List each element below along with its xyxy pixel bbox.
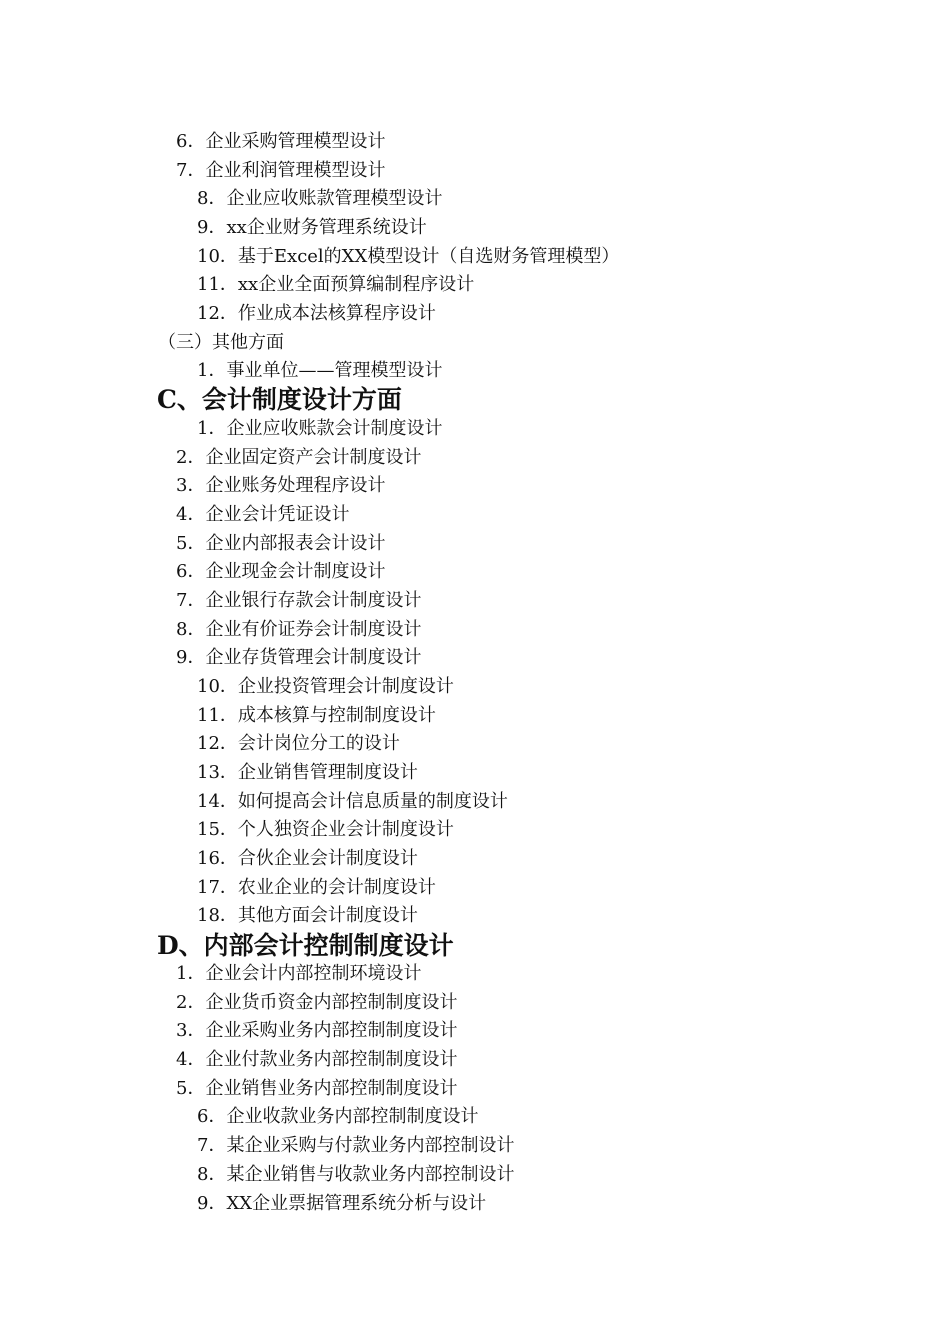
list-item: 15．个人独资企业会计制度设计: [197, 819, 454, 840]
list-item: 5．企业销售业务内部控制制度设计: [176, 1078, 458, 1099]
list-item: 18．其他方面会计制度设计: [197, 905, 418, 926]
list-item: 2．企业货币资金内部控制制度设计: [176, 992, 458, 1013]
list-item: 13．企业销售管理制度设计: [197, 762, 418, 783]
list-item: 7．企业利润管理模型设计: [176, 160, 386, 181]
list-item: 8．企业应收账款管理模型设计: [197, 188, 443, 209]
list-item: 7．某企业采购与付款业务内部控制设计: [197, 1135, 515, 1156]
list-item: 9．企业存货管理会计制度设计: [176, 647, 422, 668]
list-item: 10．企业投资管理会计制度设计: [197, 676, 454, 697]
list-item: 1．企业应收账款会计制度设计: [197, 418, 443, 439]
list-item: 3．企业账务处理程序设计: [176, 475, 386, 496]
list-item: 1．事业单位——管理模型设计: [197, 360, 443, 381]
list-item: 6．企业采购管理模型设计: [176, 131, 386, 152]
list-item: 6．企业现金会计制度设计: [176, 561, 386, 582]
list-item: 2．企业固定资产会计制度设计: [176, 447, 422, 468]
list-item: 8．某企业销售与收款业务内部控制设计: [197, 1164, 515, 1185]
list-item: 16．合伙企业会计制度设计: [197, 848, 418, 869]
list-item: 7．企业银行存款会计制度设计: [176, 590, 422, 611]
section-heading: D、内部会计控制制度设计: [157, 931, 454, 960]
list-item: 12．会计岗位分工的设计: [197, 733, 400, 754]
list-item: 11．xx企业全面预算编制程序设计: [197, 274, 475, 295]
list-item: 1．企业会计内部控制环境设计: [176, 963, 422, 984]
list-item: 4．企业付款业务内部控制制度设计: [176, 1049, 458, 1070]
list-item: 4．企业会计凭证设计: [176, 504, 350, 525]
subsection-heading: （三）其他方面: [158, 332, 284, 353]
list-item: 8．企业有价证券会计制度设计: [176, 619, 422, 640]
list-item: 6．企业收款业务内部控制制度设计: [197, 1106, 479, 1127]
list-item: 12．作业成本法核算程序设计: [197, 303, 436, 324]
list-item: 11．成本核算与控制制度设计: [197, 705, 436, 726]
list-item: 10．基于Excel的XX模型设计（自选财务管理模型）: [197, 246, 620, 267]
section-heading: C、会计制度设计方面: [157, 385, 402, 414]
list-item: 9．XX企业票据管理系统分析与设计: [197, 1193, 487, 1214]
list-item: 5．企业内部报表会计设计: [176, 533, 386, 554]
list-item: 14．如何提高会计信息质量的制度设计: [197, 791, 508, 812]
list-item: 17．农业企业的会计制度设计: [197, 877, 436, 898]
list-item: 9．xx企业财务管理系统设计: [197, 217, 427, 238]
list-item: 3．企业采购业务内部控制制度设计: [176, 1020, 458, 1041]
